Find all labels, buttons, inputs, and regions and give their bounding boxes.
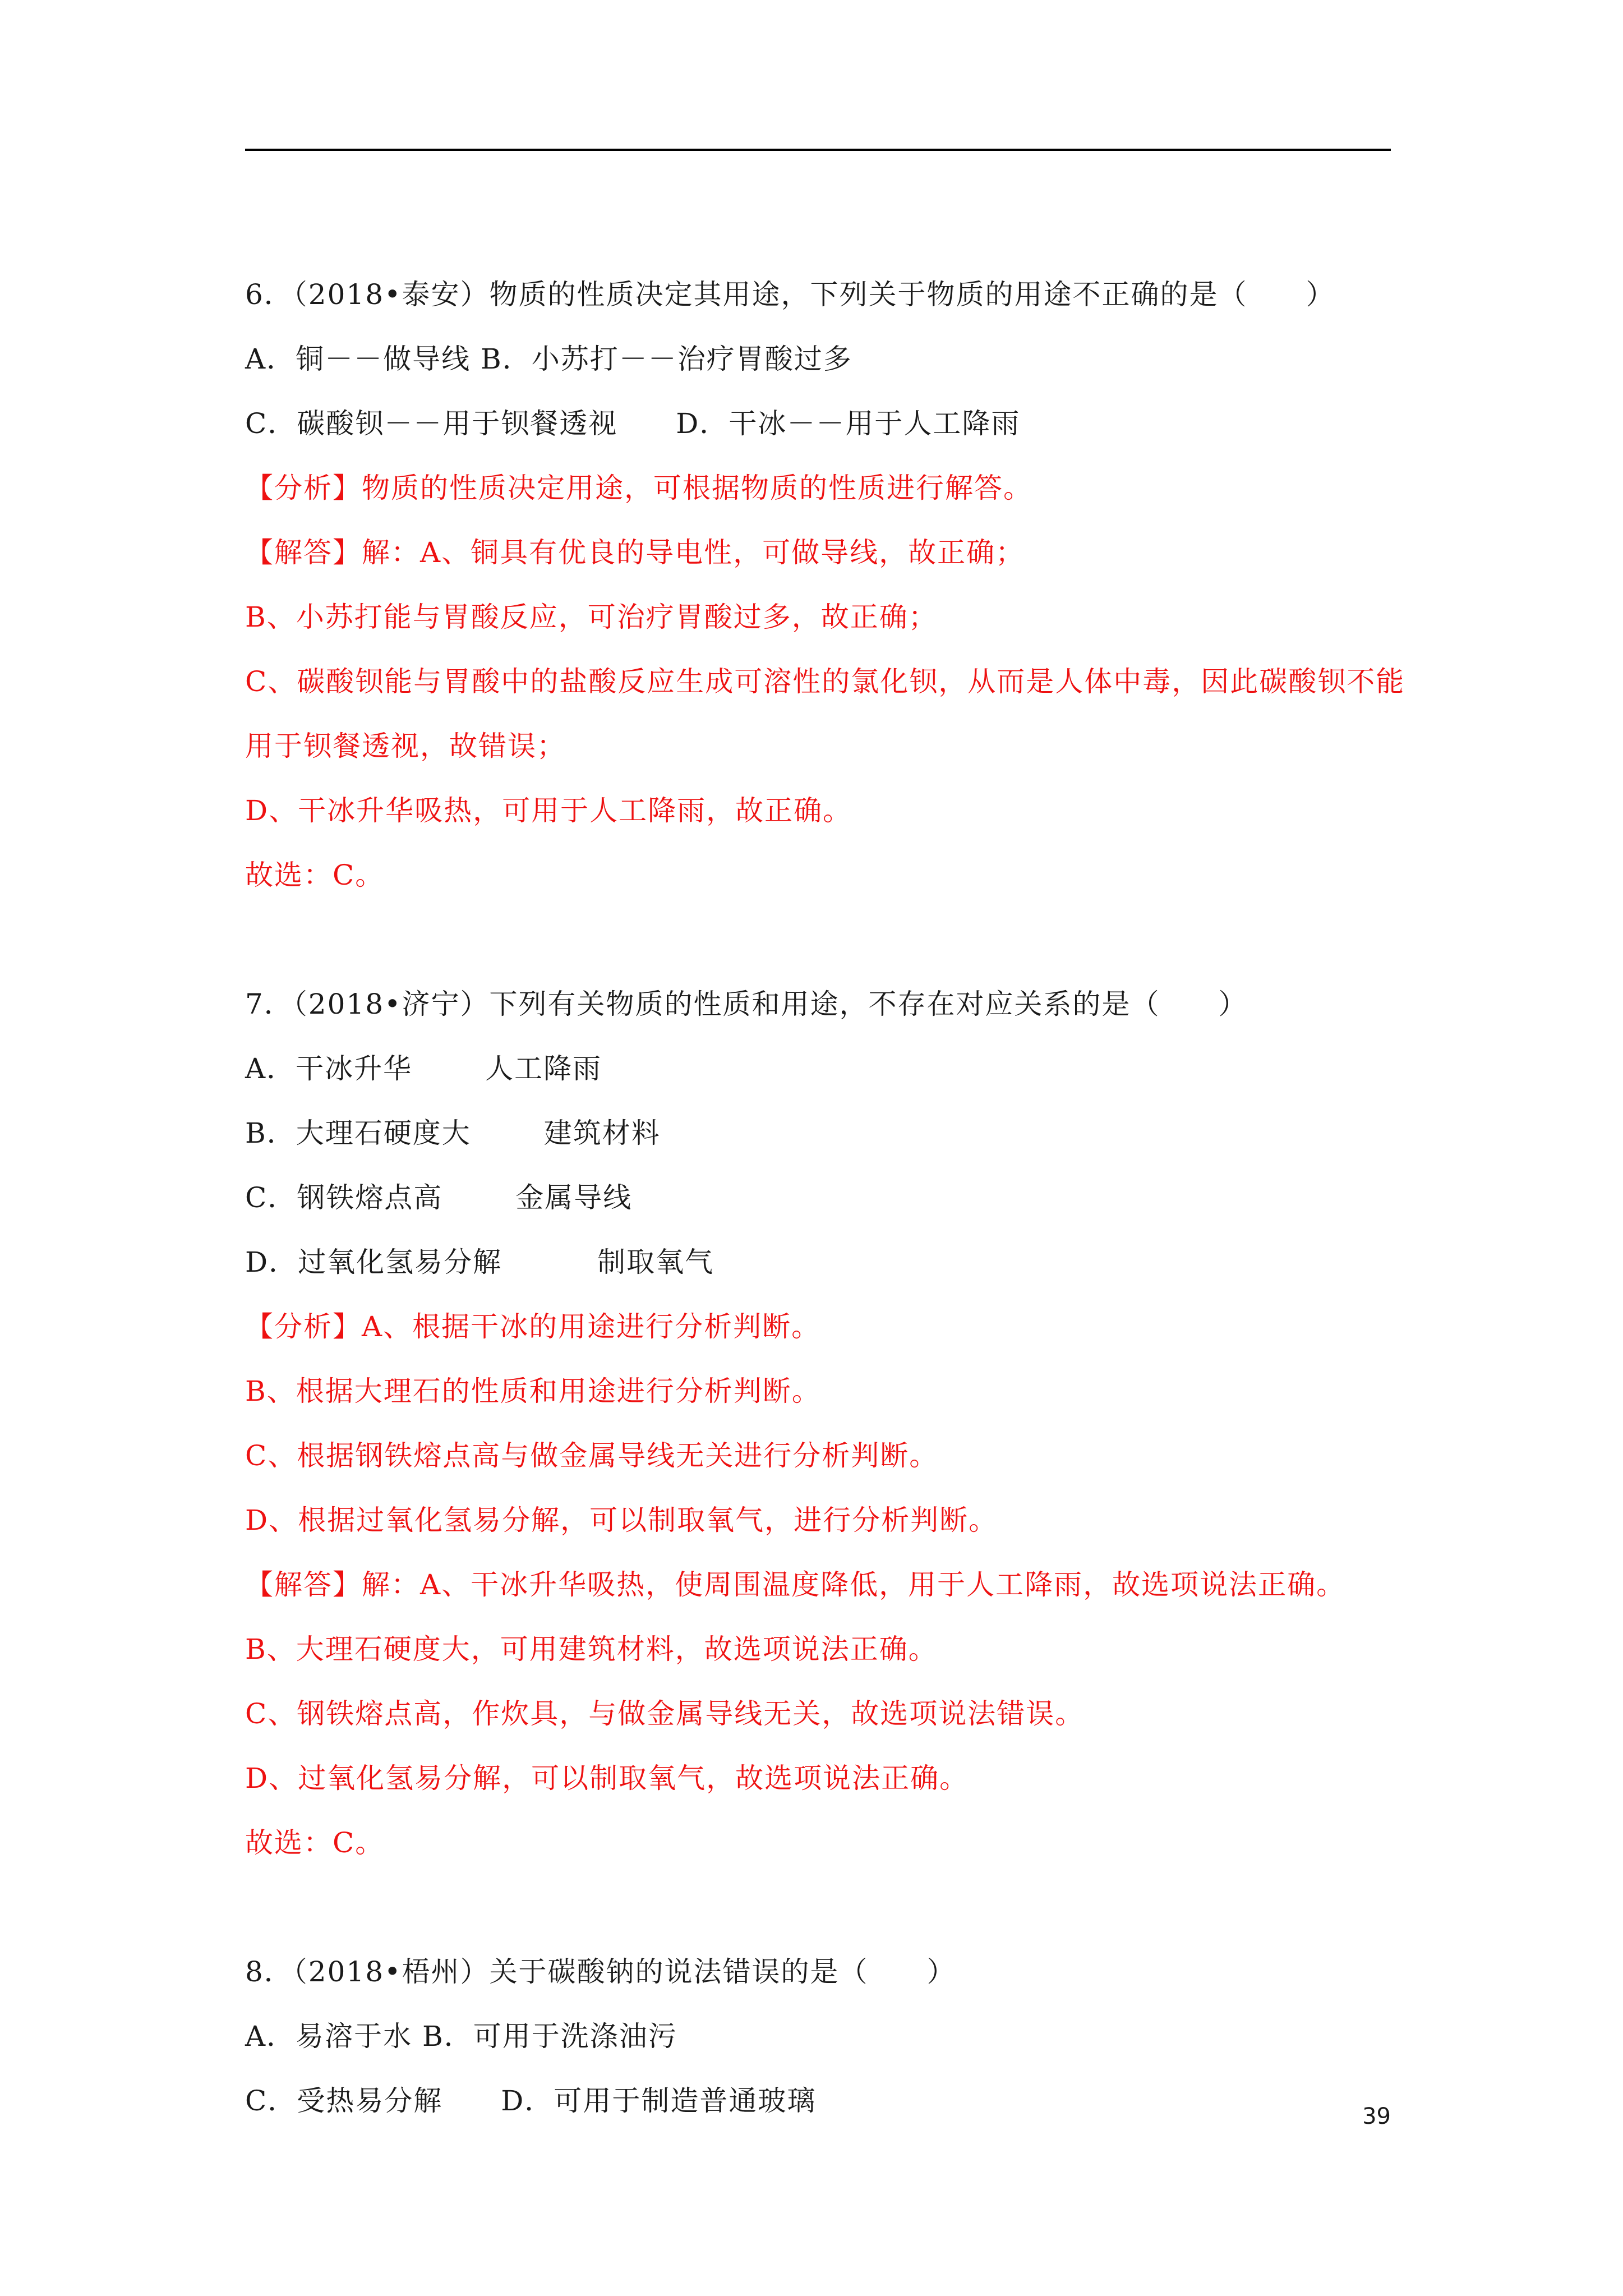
question-6-stem: 6．（2018•泰安）物质的性质决定其用途，下列关于物质的用途不正确的是（ ） [245,278,1335,311]
question-7-analysis-line-1 [245,1307,820,1346]
analysis-text: A、根据干冰的用途进行分析判断。 [362,1310,821,1343]
question-8-stem: 8．（2018•梧州）关于碳酸钠的说法错误的是（ ） [245,1955,956,1988]
option-property: A．干冰升华 [245,1052,413,1085]
question-7-answer-line-4: D、过氧化氢易分解，可以制取氧气，故选项说法正确。 [245,1762,969,1795]
question-8-option-line-2: C．受热易分解 D．可用于制造普通玻璃 [245,2085,817,2117]
question-6-analysis [245,468,1032,508]
question-7-analysis-line-3: C、根据钢铁熔点高与做金属导线无关进行分析判断。 [245,1439,939,1472]
option-property: D．过氧化氢易分解 [245,1246,502,1278]
question-6-option-line-2: C．碳酸钡－－用于钡餐透视 D．干冰－－用于人工降雨 [245,407,1021,440]
question-7-analysis-line-2: B、根据大理石的性质和用途进行分析判断。 [245,1375,821,1407]
question-6-answer-line-3: C、碳酸钡能与胃酸中的盐酸反应生成可溶性的氯化钡，从而是人体中毒，因此碳酸钡不能 [245,665,1405,698]
answer-text: 解：A、干冰升华吸热，使周围温度降低，用于人工降雨，故选项说法正确。 [362,1568,1346,1601]
question-6-option-line-1: A．铜－－做导线 B．小苏打－－治疗胃酸过多 [245,343,852,375]
question-7-option-a [245,1049,602,1088]
page-number: 39 [1362,2104,1391,2129]
question-6-answer-line-2: B、小苏打能与胃酸反应，可治疗胃酸过多，故正确； [245,601,938,633]
option-property: C．钢铁熔点高 [245,1181,443,1214]
option-use: 制取氧气 [597,1246,714,1278]
question-6-answer-line-5: D、干冰升华吸热，可用于人工降雨，故正确。 [245,794,852,827]
question-7-option-c [245,1178,632,1217]
question-7-analysis-line-4: D、根据过氧化氢易分解，可以制取氧气，进行分析判断。 [245,1504,998,1536]
analysis-tag: 【分析】 [245,1310,362,1343]
question-7-answer-line-2: B、大理石硬度大，可用建筑材料，故选项说法正确。 [245,1633,938,1665]
answer-tag: 【解答】 [245,536,362,569]
option-property: B．大理石硬度大 [245,1117,471,1149]
question-7-choice: 故选：C。 [245,1826,385,1859]
analysis-tag: 【分析】 [245,472,362,504]
question-8-option-line-1: A．易溶于水 B．可用于洗涤油污 [245,2020,677,2053]
option-use: 建筑材料 [543,1117,661,1149]
question-6-choice: 故选：C。 [245,859,385,891]
question-7-stem: 7．（2018•济宁）下列有关物质的性质和用途，不存在对应关系的是（ ） [245,988,1248,1020]
question-7-answer-line-1 [245,1565,1345,1604]
question-7-option-d [245,1243,714,1282]
answer-text: 解：A、铜具有优良的导电性，可做导线，故正确； [362,536,1025,569]
option-use: 人工降雨 [485,1052,602,1085]
answer-tag: 【解答】 [245,1568,362,1601]
analysis-text: 物质的性质决定用途，可根据物质的性质进行解答。 [362,472,1032,504]
question-6-answer-line-4: 用于钡餐透视，故错误； [245,730,566,762]
question-7-answer-line-3: C、钢铁熔点高，作炊具，与做金属导线无关，故选项说法错误。 [245,1697,1085,1730]
question-6-answer-line-1 [245,533,1025,572]
question-7-option-b [245,1114,661,1153]
header-rule [245,149,1391,151]
option-use: 金属导线 [515,1181,633,1214]
